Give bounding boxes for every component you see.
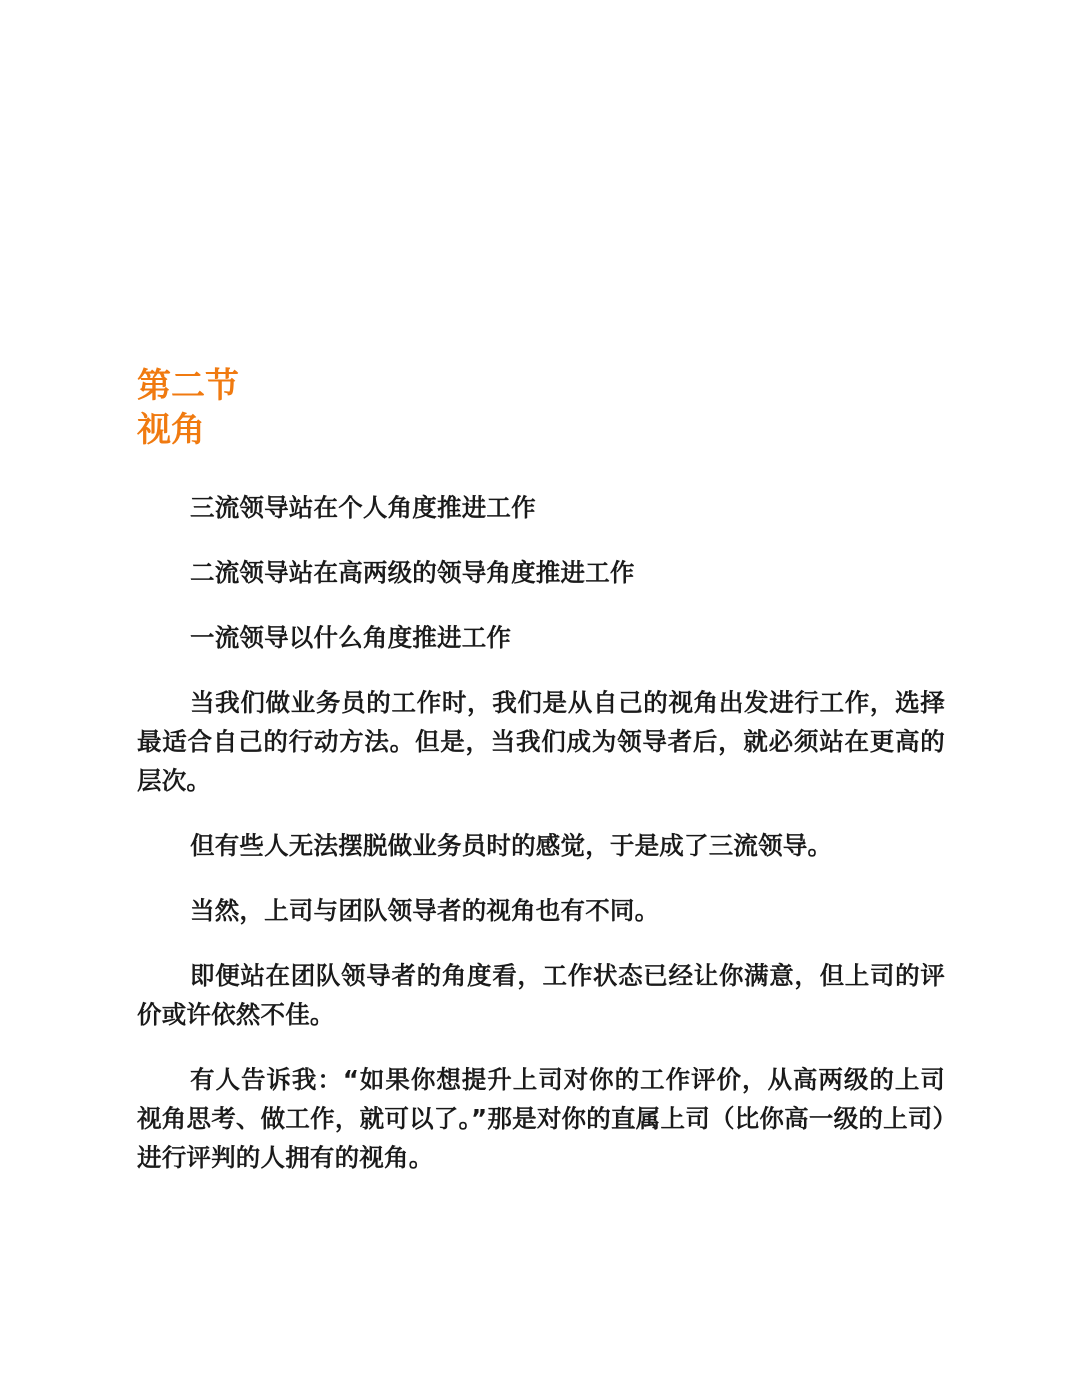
- paragraph: 三流领导站在个人角度推进工作: [190, 493, 536, 522]
- paragraph: 即便站在团队领导者的角度看，工作状态已经让你满意，但上司的评价或许依然不佳。: [137, 961, 945, 1029]
- paragraph: 但有些人无法摆脱做业务员时的感觉，于是成了三流领导。: [190, 831, 833, 860]
- paragraph: 当我们做业务员的工作时，我们是从自己的视角出发进行工作，选择最适合自己的行动方法。但是，当我们成为领导者后，就必须站在更高的层次。: [137, 688, 945, 795]
- paragraph: 一流领导以什么角度推进工作: [190, 623, 512, 652]
- body-text: [137, 488, 945, 1203]
- section-title: 视角: [137, 410, 205, 450]
- section-number: 第二节: [137, 366, 239, 406]
- paragraph: 当然，上司与团队领导者的视角也有不同。: [190, 896, 660, 925]
- paragraph: 有人告诉我：“如果你想提升上司对你的工作评价，从高两级的上司视角思考、做工作，就可以了。”那是对你的直属上司（比你高一级的上司）进行评判的人拥有的视角。: [137, 1065, 945, 1172]
- section-heading: [137, 364, 239, 452]
- paragraph: 二流领导站在高两级的领导角度推进工作: [190, 558, 635, 587]
